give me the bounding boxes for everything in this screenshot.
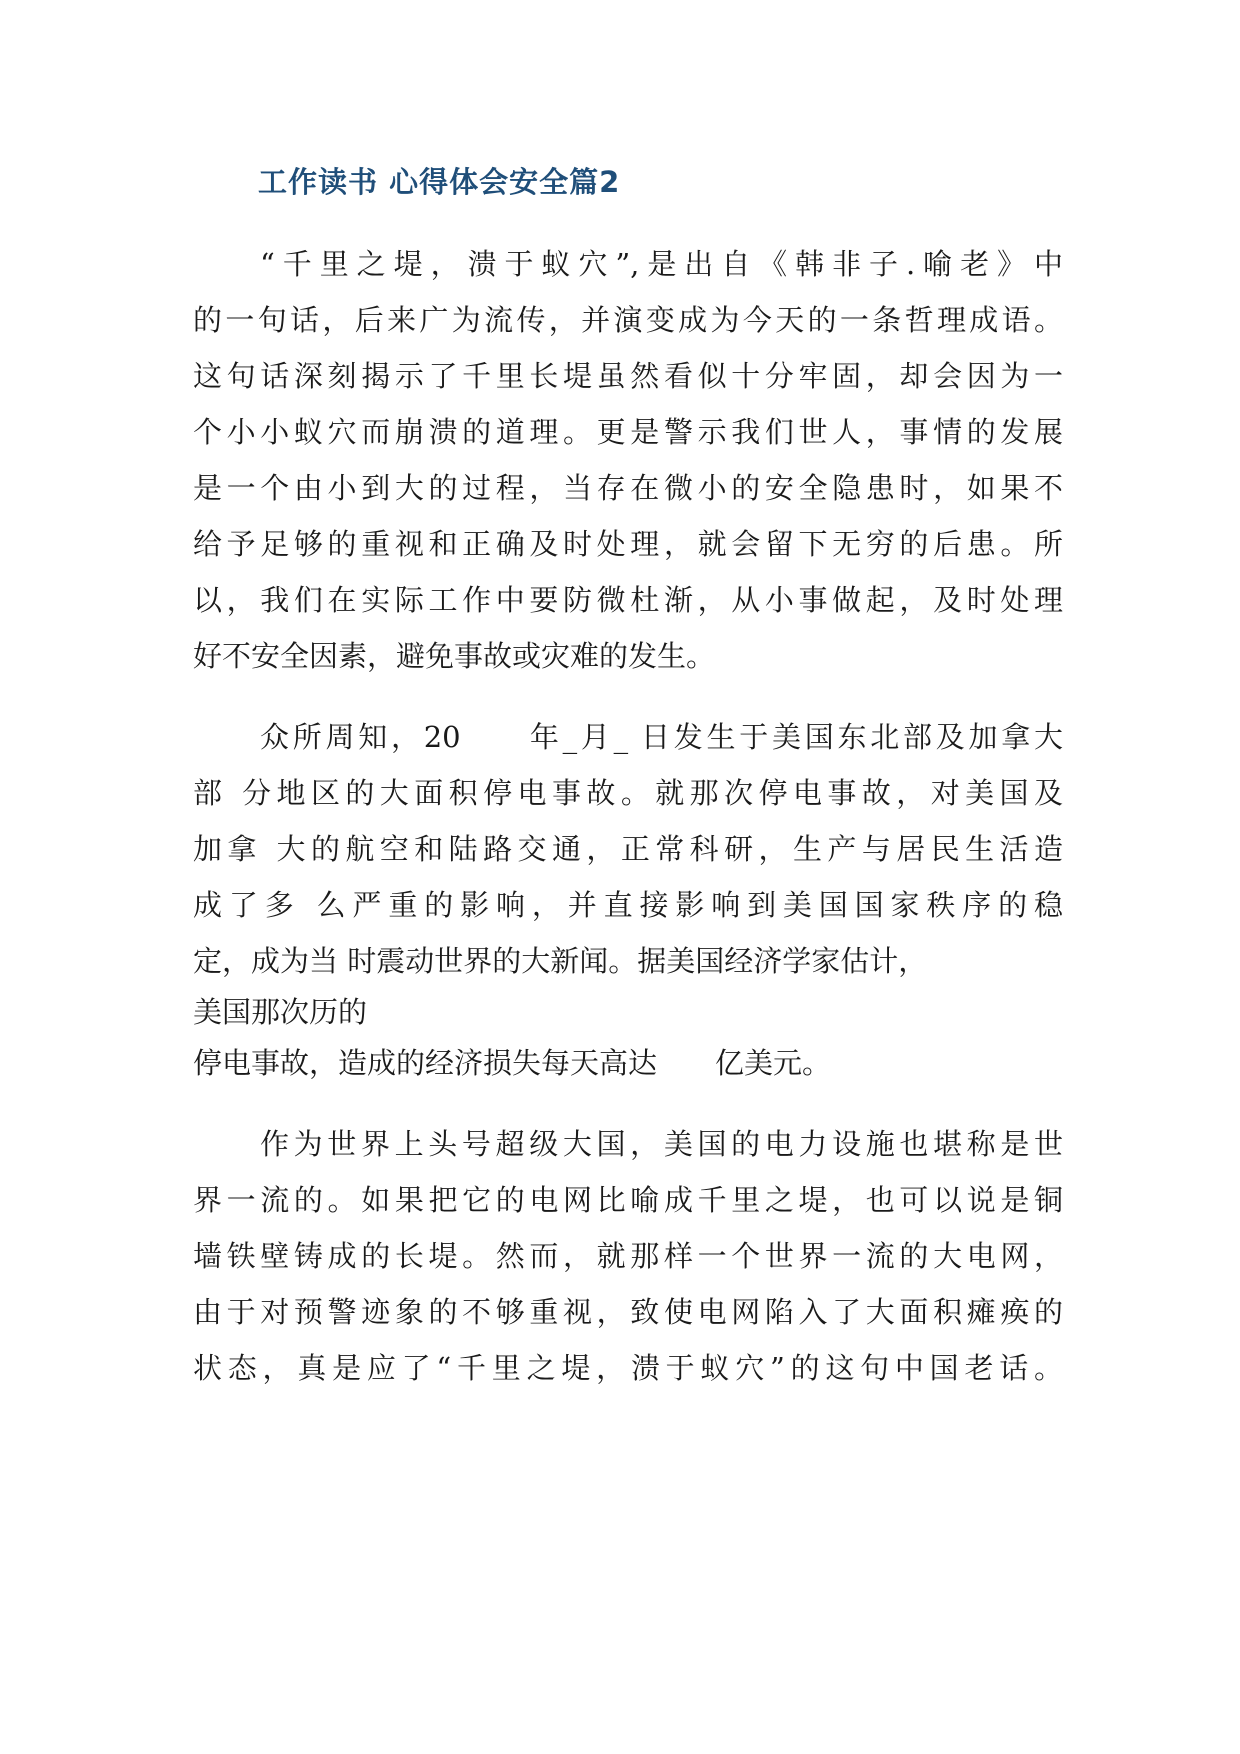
document-title: 工作读书 心得体会安全篇2 xyxy=(258,165,621,199)
paragraph-line: 定，成为当 时震动世界的大新闻。据美国经济学家估计， xyxy=(193,944,928,978)
paragraph-line: 众所周知，20 年_月_ 日发生于美国东北部及加拿大 xyxy=(260,720,1063,754)
paragraph-line: 这句话深刻揭示了千里长堤虽然看似十分牢固，却会因为一 xyxy=(193,359,1063,393)
paragraph-line: 加拿 大的航空和陆路交通，正常科研，生产与居民生活造 xyxy=(193,832,1063,866)
paragraph-line: 成了多 么严重的影响，并直接影响到美国国家秩序的稳 xyxy=(193,888,1063,922)
paragraph-line: 是一个由小到大的过程，当存在微小的安全隐患时，如果不 xyxy=(193,471,1063,505)
paragraph-line: 作为世界上头号超级大国，美国的电力设施也堪称是世 xyxy=(260,1127,1063,1161)
paragraph-line: 个小小蚁穴而崩溃的道理。更是警示我们世人，事情的发展 xyxy=(193,415,1063,449)
paragraph-line: 界一流的。如果把它的电网比喻成千里之堤，也可以说是铜 xyxy=(193,1183,1063,1217)
paragraph-line: 停电事故，造成的经济损失每天高达 亿美元。 xyxy=(193,1046,832,1080)
paragraph-line: 的一句话，后来广为流传，并演变成为今天的一条哲理成语。 xyxy=(193,303,1063,337)
paragraph-line: 状态，真是应了“千里之堤，溃于蚁穴”的这句中国老话。 xyxy=(193,1351,1063,1385)
paragraph-line: 以，我们在实际工作中要防微杜渐，从小事做起，及时处理 xyxy=(193,583,1063,617)
paragraph-line: 由于对预警迹象的不够重视，致使电网陷入了大面积瘫痪的 xyxy=(193,1295,1063,1329)
paragraph-line: 墙铁壁铸成的长堤。然而，就那样一个世界一流的大电网， xyxy=(193,1239,1063,1273)
paragraph-line: 美国那次历的 xyxy=(193,995,368,1029)
paragraph-line: 给予足够的重视和正确及时处理，就会留下无穷的后患。所 xyxy=(193,527,1063,561)
paragraph-line: “千里之堤，溃于蚁穴”,是出自《韩非子.喻老》中 xyxy=(260,247,1063,281)
paragraph-line: 部 分地区的大面积停电事故。就那次停电事故，对美国及 xyxy=(193,776,1063,810)
paragraph-line: 好不安全因素，避免事故或灾难的发生。 xyxy=(193,639,716,673)
